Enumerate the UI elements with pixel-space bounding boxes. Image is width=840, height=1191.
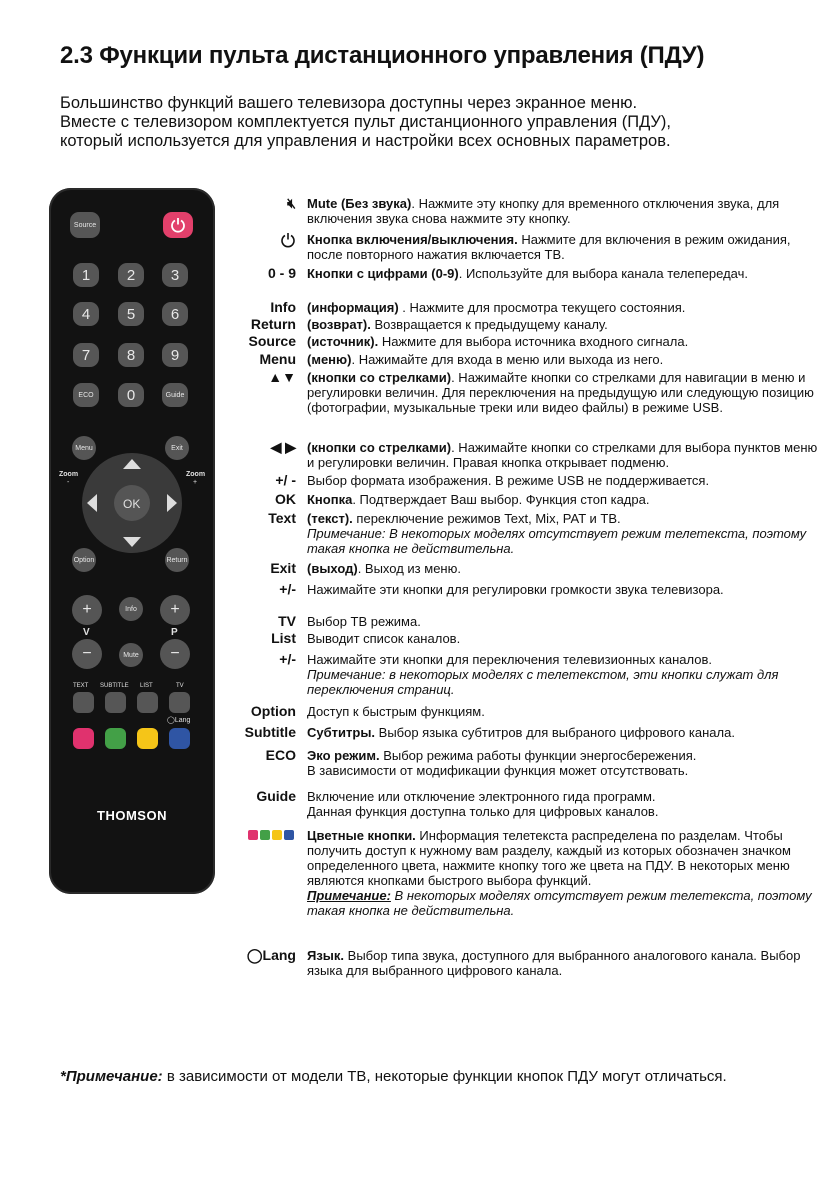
lang-icon: ◯ (246, 947, 263, 963)
remote-red-button (73, 728, 94, 749)
arrow-left-right-icon: ◀ ▶ (270, 439, 296, 455)
remote-digit-7: 7 (73, 343, 99, 367)
remote-mute-button: Mute (119, 643, 143, 667)
intro-line: Вместе с телевизором комплектуется пульт дистанционного управления (ПДУ), (60, 113, 671, 131)
remote-zoom-left-sign: - (67, 479, 70, 486)
remote-digit-3: 3 (162, 263, 188, 287)
remote-prog-down-button: − (160, 639, 190, 669)
remote-list-label: LIST (140, 683, 153, 689)
intro-line: Большинство функций вашего телевизора доступны через экранное меню. (60, 94, 638, 112)
remote-guide-button: Guide (162, 383, 188, 407)
remote-brand-logo: THOMSON (97, 808, 167, 823)
remote-info-button: Info (119, 597, 143, 621)
remote-subtitle-button (105, 692, 126, 713)
remote-vol-up-button: + (72, 595, 102, 625)
remote-subtitle-label: SUBTITLE (100, 683, 129, 689)
remote-option-button: Option (72, 548, 96, 572)
arrow-up-down-icon: ▲▼ (268, 369, 296, 385)
remote-eco-button: ECO (73, 383, 99, 407)
remote-prog-up-button: + (160, 595, 190, 625)
remote-green-button (105, 728, 126, 749)
footer-note: *Примечание: в зависимости от модели ТВ, некоторые функции кнопок ПДУ могут отличаться. (60, 1068, 727, 1085)
remote-digit-4: 4 (73, 302, 99, 326)
intro-text (60, 94, 671, 151)
remote-list-button (137, 692, 158, 713)
remote-source-button: Source (70, 212, 100, 238)
remote-digit-0: 0 (118, 383, 144, 407)
remote-zoom-right-sign: + (193, 479, 198, 486)
remote-menu-button: Menu (72, 436, 96, 460)
remote-digit-8: 8 (118, 343, 144, 367)
remote-return-button: Return (165, 548, 189, 572)
power-icon (236, 232, 296, 251)
remote-v-label: V (83, 627, 90, 638)
remote-digit-5: 5 (118, 302, 144, 326)
remote-p-label: P (171, 627, 178, 638)
remote-tv-label: TV (176, 683, 184, 689)
page-title: 2.3 Функции пульта дистанционного управления (ПДУ) (60, 42, 705, 69)
remote-tv-button (169, 692, 190, 713)
remote-text-label: TEXT (73, 683, 89, 689)
power-icon (170, 217, 186, 233)
remote-yellow-button (137, 728, 158, 749)
remote-lang-label: ◯Lang (167, 717, 191, 724)
color-squares-icon (236, 828, 296, 843)
remote-zoom-left-label: Zoom (59, 471, 79, 478)
remote-digit-6: 6 (162, 302, 188, 326)
remote-power-button (163, 212, 193, 238)
remote-zoom-right-label: Zoom (186, 471, 206, 478)
mute-icon: 🔇︎ (287, 195, 296, 211)
remote-control-illustration (49, 188, 215, 894)
lang-icon: ◯ (167, 717, 175, 724)
remote-digit-2: 2 (118, 263, 144, 287)
intro-line: который используется для управления и настройки всех основных параметров. (60, 132, 671, 150)
remote-exit-button: Exit (165, 436, 189, 460)
remote-digit-1: 1 (73, 263, 99, 287)
remote-digit-9: 9 (162, 343, 188, 367)
remote-blue-button (169, 728, 190, 749)
remote-text-button (73, 692, 94, 713)
remote-ok-button: OK (123, 497, 141, 511)
remote-vol-down-button: − (72, 639, 102, 669)
